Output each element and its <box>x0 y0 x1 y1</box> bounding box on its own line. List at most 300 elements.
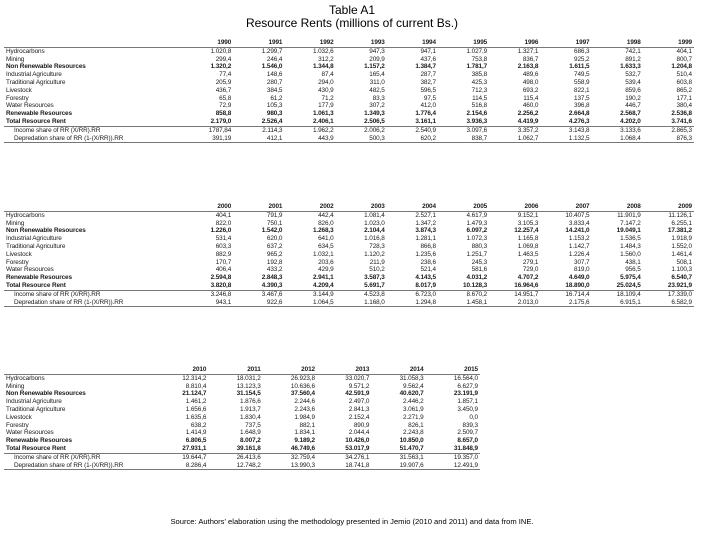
value-cell: 3.820,8 <box>210 281 232 289</box>
value-cell: 4.390,3 <box>261 281 283 289</box>
table-row <box>4 414 480 422</box>
row-label: Total Resource Rent <box>6 444 66 452</box>
value-cell: 1.876,6 <box>240 398 261 406</box>
row-label: Depredation share of RR (1-(X/RR)).RR <box>4 299 182 307</box>
value-cell: 39.161,8 <box>236 444 261 452</box>
value-cell: 31.058,3 <box>399 374 424 382</box>
table-row <box>4 453 480 461</box>
value-cell: 51.470,7 <box>399 444 424 452</box>
value-cell: 433,2 <box>266 266 283 274</box>
row-label: Water Resources <box>6 102 54 110</box>
row-label: Income share of RR (X/RR).RR <box>4 290 182 298</box>
value-cell: 620,0 <box>266 235 283 243</box>
value-cell: 1.384,7 <box>415 63 436 71</box>
value-cell: 1.857,1 <box>457 398 478 406</box>
value-cell: 3.357,2 <box>489 126 540 134</box>
value-cell: 1.918,9 <box>671 235 692 243</box>
value-cell: 882,9 <box>215 250 232 258</box>
value-cell: 728,3 <box>369 242 385 250</box>
value-cell: 686,3 <box>574 47 590 55</box>
value-cell: 177,9 <box>318 102 334 110</box>
value-cell: 2.243,8 <box>403 429 424 437</box>
table-row <box>4 47 694 55</box>
year-header: 1990 <box>182 39 233 47</box>
row-label: Water Resources <box>6 429 54 437</box>
table-row <box>4 437 480 445</box>
table-row <box>4 290 694 298</box>
value-cell: 2.114,3 <box>233 126 284 134</box>
value-cell: 412,0 <box>420 102 436 110</box>
value-cell: 10.128,3 <box>463 281 488 289</box>
value-cell: 1.268,3 <box>312 227 334 235</box>
row-label: Renewable Resources <box>6 274 72 282</box>
value-cell: 1.327,1 <box>517 47 539 55</box>
value-cell: 192,8 <box>266 258 283 266</box>
rents-table-2010-2015 <box>4 366 480 470</box>
year-header: 2005 <box>438 203 489 211</box>
row-label: Depredation share of RR (1-(X/RR)).RR <box>4 462 154 470</box>
year-header: 2010 <box>154 366 208 374</box>
value-cell: 1.834,1 <box>294 429 315 437</box>
year-header: 1996 <box>489 39 540 47</box>
row-label: Renewable Resources <box>6 437 72 445</box>
table-row <box>4 95 694 103</box>
value-cell: 1.536,5 <box>620 235 641 243</box>
rents-table-2000-2009 <box>4 203 694 307</box>
year-header: 1998 <box>592 39 643 47</box>
value-cell: 3.097,6 <box>438 126 489 134</box>
value-cell: 4.276,3 <box>568 117 590 125</box>
value-cell: 18.109,4 <box>592 290 643 298</box>
value-cell: 2.013,0 <box>489 299 540 307</box>
value-cell: 65,8 <box>219 94 232 102</box>
value-cell: 516,8 <box>471 102 488 110</box>
value-cell: 42.591,9 <box>345 390 370 398</box>
value-cell: 6.806,5 <box>185 437 207 445</box>
value-cell: 25.024,5 <box>616 281 641 289</box>
table-row <box>4 374 480 382</box>
value-cell: 384,5 <box>266 86 283 94</box>
value-cell: 1.347,2 <box>415 219 436 227</box>
value-cell: 87,4 <box>321 71 334 79</box>
value-cell: 1.120,2 <box>364 250 385 258</box>
value-cell: 3.161,1 <box>415 117 436 125</box>
row-label: Industrial Agriculture <box>6 71 62 79</box>
value-cell: 943,1 <box>182 299 233 307</box>
value-cell: 1.062,7 <box>489 135 540 143</box>
row-label: Water Resources <box>6 266 54 274</box>
table-row <box>4 251 694 259</box>
value-cell: 1.633,3 <box>620 63 641 71</box>
value-cell: 8.286,4 <box>154 462 208 470</box>
value-cell: 12.257,4 <box>514 227 539 235</box>
table-row <box>4 87 694 95</box>
value-cell: 13.123,3 <box>236 382 261 390</box>
value-cell: 1.776,4 <box>415 110 436 118</box>
value-cell: 3.467,6 <box>233 290 284 298</box>
value-cell: 14.241,0 <box>565 227 590 235</box>
value-cell: 1.344,8 <box>312 63 334 71</box>
value-cell: 425,3 <box>471 78 488 86</box>
header-row <box>4 366 480 374</box>
value-cell: 2.536,8 <box>671 110 692 118</box>
value-cell: 46.749,6 <box>290 444 315 452</box>
value-cell: 4.419,9 <box>517 117 539 125</box>
value-cell: 2.256,2 <box>517 110 539 118</box>
value-cell: 1.064,5 <box>284 299 335 307</box>
table-row <box>4 398 480 406</box>
value-cell: 404,1 <box>215 211 232 219</box>
value-cell: 279,1 <box>522 258 539 266</box>
value-cell: 1.656,6 <box>185 405 207 413</box>
value-cell: 438,1 <box>625 258 641 266</box>
table-row <box>4 266 694 274</box>
value-cell: 822,0 <box>215 219 232 227</box>
value-cell: 3.061,9 <box>403 405 424 413</box>
value-cell: 16.714,4 <box>540 290 591 298</box>
table-row <box>4 110 694 118</box>
value-cell: 1.913,7 <box>240 405 261 413</box>
value-cell: 412,1 <box>233 135 284 143</box>
value-cell: 307,2 <box>369 102 385 110</box>
value-cell: 1.781,7 <box>466 63 488 71</box>
value-cell: 508,1 <box>676 258 692 266</box>
value-cell: 31.848,9 <box>453 444 478 452</box>
value-cell: 2.406,1 <box>312 117 334 125</box>
table-row <box>4 422 480 430</box>
value-cell: 443,9 <box>284 135 335 143</box>
value-cell: 2.243,6 <box>294 405 315 413</box>
year-header: 2003 <box>336 203 387 211</box>
table-row <box>4 445 480 453</box>
table-row <box>4 102 694 110</box>
value-cell: 1.226,0 <box>210 227 232 235</box>
value-cell: 947,3 <box>369 47 385 55</box>
value-cell: 1.458,1 <box>438 299 489 307</box>
year-header: 2011 <box>208 366 262 374</box>
value-cell: 23.191,9 <box>453 390 478 398</box>
value-cell: 18.890,0 <box>565 281 590 289</box>
table-row <box>4 259 694 267</box>
value-cell: 1.461,4 <box>671 250 692 258</box>
value-cell: 836,7 <box>522 55 539 63</box>
table-row <box>4 282 694 290</box>
year-header: 1994 <box>387 39 438 47</box>
value-cell: 12.491,9 <box>426 462 480 470</box>
value-cell: 510,4 <box>676 71 692 79</box>
value-cell: 637,2 <box>266 242 283 250</box>
value-cell: 6.540,7 <box>671 274 692 282</box>
value-cell: 693,2 <box>522 86 539 94</box>
value-cell: 2.594,8 <box>210 274 232 282</box>
value-cell: 3.874,3 <box>415 227 436 235</box>
value-cell: 1787,84 <box>182 126 233 134</box>
value-cell: 165,4 <box>369 71 385 79</box>
value-cell: 859,6 <box>625 86 641 94</box>
value-cell: 72,9 <box>219 102 232 110</box>
table-row <box>4 118 694 126</box>
value-cell: 1.962,2 <box>284 126 335 134</box>
value-cell: 287,7 <box>420 71 436 79</box>
year-header: 2007 <box>540 203 591 211</box>
value-cell: 712,3 <box>471 86 488 94</box>
value-cell: 10.636,6 <box>290 382 315 390</box>
year-header: 2013 <box>317 366 371 374</box>
value-cell: 105,3 <box>266 102 283 110</box>
table-row <box>4 390 480 398</box>
value-cell: 521,4 <box>420 266 436 274</box>
value-cell: 3.741,6 <box>671 117 692 125</box>
value-cell: 482,5 <box>369 86 385 94</box>
value-cell: 1.132,5 <box>540 135 591 143</box>
value-cell: 299,4 <box>215 55 232 63</box>
table-row <box>4 299 694 307</box>
value-cell: 17.381,2 <box>667 227 692 235</box>
header-row <box>4 203 694 211</box>
value-cell: 8.657,0 <box>457 437 478 445</box>
value-cell: 3.144,9 <box>284 290 335 298</box>
value-cell: 14.951,7 <box>489 290 540 298</box>
value-cell: 539,4 <box>625 78 641 86</box>
value-cell: 34.276,1 <box>317 453 371 461</box>
value-cell: 8.810,4 <box>185 382 207 390</box>
row-label: Mining <box>6 382 25 390</box>
row-label: Livestock <box>6 413 32 421</box>
value-cell: 510,2 <box>369 266 385 274</box>
row-label: Income share of RR (X/RR).RR <box>4 126 182 134</box>
table-row <box>4 63 694 71</box>
value-cell: 460,0 <box>522 102 539 110</box>
value-cell: 1.157,2 <box>364 63 385 71</box>
value-cell: 382,7 <box>420 78 436 86</box>
value-cell: 280,7 <box>266 78 283 86</box>
value-cell: 203,6 <box>318 258 334 266</box>
value-cell: 209,9 <box>369 55 385 63</box>
value-cell: 9.152,1 <box>517 211 539 219</box>
source-note: Source: Authors' elaboration using the methodology presented in Jemio (2010 and 2011) and data from INE. <box>170 517 534 526</box>
value-cell: 3.450,9 <box>457 405 478 413</box>
value-cell: 2.506,5 <box>364 117 385 125</box>
row-label: Industrial Agriculture <box>6 398 62 406</box>
value-cell: 791,9 <box>266 211 283 219</box>
value-cell: 2.244,6 <box>294 398 315 406</box>
year-header: 2002 <box>284 203 335 211</box>
value-cell: 6.097,2 <box>466 227 488 235</box>
value-cell: 19.357,0 <box>426 453 480 461</box>
value-cell: 1.414,9 <box>185 429 207 437</box>
value-cell: 37.560,4 <box>290 390 315 398</box>
value-cell: 33.020,7 <box>345 374 370 382</box>
value-cell: 2.152,4 <box>348 413 370 421</box>
value-cell: 596,5 <box>420 86 436 94</box>
value-cell: 603,8 <box>676 78 692 86</box>
value-cell: 6.255,1 <box>671 219 692 227</box>
value-cell: 4.202,0 <box>620 117 641 125</box>
value-cell: 115,4 <box>523 94 539 102</box>
year-header: 1997 <box>540 39 591 47</box>
value-cell: 311,0 <box>369 78 385 86</box>
year-header: 1991 <box>233 39 284 47</box>
value-cell: 638,2 <box>190 421 207 429</box>
value-cell: 1.546,0 <box>261 63 283 71</box>
value-cell: 1.635,6 <box>185 413 207 421</box>
table-row <box>4 211 694 219</box>
value-cell: 9.571,2 <box>348 382 370 390</box>
value-cell: 2.540,9 <box>387 126 438 134</box>
header-blank-cell <box>4 39 182 47</box>
value-cell: 2.497,0 <box>348 398 370 406</box>
row-label: Mining <box>6 55 25 63</box>
value-cell: 1.020,8 <box>210 47 232 55</box>
value-cell: 620,2 <box>387 135 438 143</box>
value-cell: 137,5 <box>574 94 590 102</box>
table-subtitle: Resource Rents (millions of current Bs.) <box>245 16 459 30</box>
value-cell: 1.251,7 <box>466 250 488 258</box>
value-cell: 3.833,4 <box>568 219 590 227</box>
value-cell: 19.644,7 <box>154 453 208 461</box>
value-cell: 891,2 <box>625 55 641 63</box>
value-cell: 865,2 <box>676 86 692 94</box>
value-cell: 23.921,9 <box>667 281 692 289</box>
value-cell: 947,1 <box>420 47 436 55</box>
value-cell: 385,8 <box>471 71 488 79</box>
value-cell: 3.587,3 <box>364 274 385 282</box>
value-cell: 737,5 <box>245 421 261 429</box>
year-header: 2015 <box>426 366 480 374</box>
value-cell: 17.339,0 <box>643 290 694 298</box>
row-label: Non Renewable Resources <box>6 63 86 71</box>
value-cell: 500,3 <box>336 135 387 143</box>
value-cell: 1.153,2 <box>568 235 590 243</box>
value-cell: 190,2 <box>625 94 641 102</box>
value-cell: 6.915,1 <box>592 299 643 307</box>
value-cell: 1.165,8 <box>517 235 539 243</box>
value-cell: 1.484,3 <box>620 242 641 250</box>
value-cell: 3.133,6 <box>592 126 643 134</box>
value-cell: 1.032,6 <box>312 47 334 55</box>
table-row <box>4 56 694 64</box>
value-cell: 9.189,2 <box>294 437 315 445</box>
value-cell: 13.990,3 <box>263 462 317 470</box>
year-header: 2004 <box>387 203 438 211</box>
value-cell: 3.143,8 <box>540 126 591 134</box>
value-cell: 61,2 <box>270 94 283 102</box>
row-label: Forestry <box>6 421 29 429</box>
value-cell: 27.931,1 <box>182 444 207 452</box>
value-cell: 1.281,1 <box>415 235 436 243</box>
row-label: Traditional Agriculture <box>6 405 66 413</box>
value-cell: 581,6 <box>471 266 488 274</box>
value-cell: 1.061,3 <box>312 110 334 118</box>
value-cell: 114,5 <box>472 94 488 102</box>
value-cell: 97,5 <box>423 94 436 102</box>
value-cell: 1.463,5 <box>517 250 539 258</box>
value-cell: 750,1 <box>266 219 283 227</box>
value-cell: 148,6 <box>266 71 283 79</box>
value-cell: 1.069,8 <box>517 242 539 250</box>
value-cell: 77,4 <box>219 71 232 79</box>
value-cell: 1.142,7 <box>568 242 590 250</box>
value-cell: 1.032,1 <box>312 250 334 258</box>
value-cell: 3.246,8 <box>182 290 233 298</box>
value-cell: 4.649,0 <box>568 274 590 282</box>
row-label: Mining <box>6 219 25 227</box>
row-label: Non Renewable Resources <box>6 227 86 235</box>
value-cell: 380,4 <box>676 102 692 110</box>
value-cell: 8.007,2 <box>240 437 261 445</box>
value-cell: 211,9 <box>369 258 385 266</box>
value-cell: 4.707,2 <box>517 274 539 282</box>
value-cell: 1.299,7 <box>261 47 283 55</box>
value-cell: 729,0 <box>522 266 539 274</box>
value-cell: 2.163,8 <box>517 63 539 71</box>
value-cell: 10.407,5 <box>565 211 590 219</box>
value-cell: 1.461,2 <box>185 398 207 406</box>
value-cell: 753,8 <box>471 55 488 63</box>
value-cell: 436,7 <box>215 86 232 94</box>
row-label: Traditional Agriculture <box>6 242 66 250</box>
value-cell: 866,8 <box>420 242 436 250</box>
value-cell: 925,2 <box>574 55 590 63</box>
value-cell: 6.582,9 <box>643 299 694 307</box>
row-label: Hydrocarbons <box>6 374 45 382</box>
header-blank-cell <box>4 203 182 211</box>
row-label: Total Resource Rent <box>6 117 66 125</box>
value-cell: 31.154,5 <box>236 390 261 398</box>
value-cell: 1.168,0 <box>336 299 387 307</box>
value-cell: 391,19 <box>182 135 233 143</box>
table-row <box>4 135 694 143</box>
value-cell: 1.081,4 <box>364 211 385 219</box>
value-cell: 4.617,9 <box>466 211 488 219</box>
value-cell: 2.941,1 <box>312 274 334 282</box>
table-row <box>4 274 694 282</box>
header-row <box>4 39 694 47</box>
header-blank-cell <box>4 366 154 374</box>
value-cell: 1.560,0 <box>620 250 641 258</box>
value-cell: 40.620,7 <box>399 390 424 398</box>
row-label: Depredation share of RR (1-(X/RR)).RR <box>4 135 182 143</box>
year-header: 2014 <box>371 366 425 374</box>
value-cell: 18.031,2 <box>236 374 261 382</box>
table-row <box>4 429 480 437</box>
value-cell: 11.901,9 <box>617 211 641 219</box>
value-cell: 742,1 <box>625 47 641 55</box>
value-cell: 307,7 <box>574 258 590 266</box>
value-cell: 800,7 <box>676 55 692 63</box>
row-label: Industrial Agriculture <box>6 235 62 243</box>
value-cell: 2.006,2 <box>336 126 387 134</box>
value-cell: 32.759,4 <box>263 453 317 461</box>
value-cell: 965,2 <box>266 250 283 258</box>
value-cell: 1.226,4 <box>568 250 590 258</box>
value-cell: 1.072,3 <box>466 235 488 243</box>
value-cell: 26.413,6 <box>208 453 262 461</box>
year-header: 2012 <box>263 366 317 374</box>
value-cell: 53.017,9 <box>345 444 370 452</box>
value-cell: 4.031,2 <box>466 274 488 282</box>
value-cell: 641,0 <box>318 235 334 243</box>
value-cell: 1.027,9 <box>466 47 488 55</box>
value-cell: 3.105,3 <box>517 219 539 227</box>
year-header: 1992 <box>284 39 335 47</box>
value-cell: 498,0 <box>522 78 539 86</box>
value-cell: 71,2 <box>321 94 334 102</box>
value-cell: 1.294,8 <box>387 299 438 307</box>
value-cell: 1.023,0 <box>364 219 385 227</box>
value-cell: 5.691,7 <box>364 281 385 289</box>
value-cell: 2.568,7 <box>620 110 641 118</box>
